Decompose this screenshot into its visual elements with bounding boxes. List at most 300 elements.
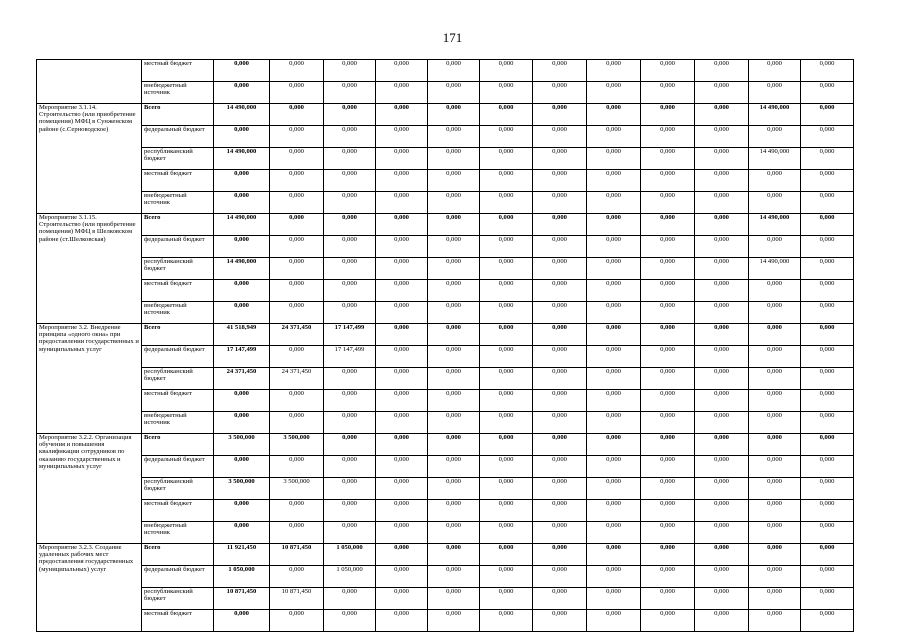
value-cell: 0,000 — [695, 610, 749, 632]
value-cell: 0,000 — [801, 214, 854, 236]
value-cell: 0,000 — [480, 170, 533, 192]
value-cell: 0,000 — [641, 170, 695, 192]
value-cell: 0,000 — [376, 126, 428, 148]
value-cell: 0,000 — [587, 588, 641, 610]
value-cell: 0,000 — [587, 478, 641, 500]
value-cell: 0,000 — [801, 544, 854, 566]
table-row — [37, 60, 854, 82]
value-cell: 0,000 — [641, 82, 695, 104]
value-cell: 0,000 — [587, 346, 641, 368]
value-cell: 0,000 — [428, 280, 480, 302]
value-cell: 0,000 — [270, 302, 324, 324]
value-cell: 14 490,000 — [214, 214, 270, 236]
value-cell: 0,000 — [376, 148, 428, 170]
value-cell: 0,000 — [749, 82, 801, 104]
value-cell: 0,000 — [801, 170, 854, 192]
value-cell: 0,000 — [480, 500, 533, 522]
value-cell: 0,000 — [480, 566, 533, 588]
value-cell: 0,000 — [533, 60, 587, 82]
value-cell: 0,000 — [533, 170, 587, 192]
value-cell: 0,000 — [428, 500, 480, 522]
value-cell: 0,000 — [801, 346, 854, 368]
value-cell: 0,000 — [270, 500, 324, 522]
value-cell: 0,000 — [695, 390, 749, 412]
table-row — [37, 478, 854, 500]
value-cell: 0,000 — [801, 192, 854, 214]
value-cell: 0,000 — [214, 236, 270, 258]
value-cell: 0,000 — [641, 302, 695, 324]
value-cell: 0,000 — [587, 60, 641, 82]
value-cell: 0,000 — [695, 324, 749, 346]
value-cell: 0,000 — [801, 148, 854, 170]
value-cell: 0,000 — [428, 456, 480, 478]
table-row — [37, 302, 854, 324]
value-cell: 0,000 — [324, 214, 376, 236]
value-cell: 0,000 — [641, 368, 695, 390]
value-cell: 0,000 — [214, 192, 270, 214]
funding-source-cell: местный бюджет — [142, 280, 214, 302]
value-cell: 0,000 — [695, 60, 749, 82]
value-cell: 0,000 — [641, 192, 695, 214]
table-row — [37, 214, 854, 236]
value-cell: 0,000 — [695, 456, 749, 478]
value-cell: 0,000 — [428, 390, 480, 412]
value-cell: 17 147,499 — [324, 346, 376, 368]
value-cell: 0,000 — [801, 434, 854, 456]
value-cell: 0,000 — [428, 82, 480, 104]
value-cell: 0,000 — [533, 258, 587, 280]
value-cell: 0,000 — [270, 60, 324, 82]
value-cell: 0,000 — [480, 324, 533, 346]
value-cell: 0,000 — [324, 126, 376, 148]
value-cell: 0,000 — [641, 346, 695, 368]
table-row — [37, 610, 854, 632]
value-cell: 0,000 — [270, 610, 324, 632]
value-cell: 0,000 — [428, 610, 480, 632]
value-cell: 0,000 — [641, 324, 695, 346]
value-cell: 0,000 — [641, 434, 695, 456]
value-cell: 0,000 — [324, 412, 376, 434]
value-cell: 0,000 — [324, 192, 376, 214]
funding-source-cell: внебюджетный источник — [142, 302, 214, 324]
value-cell: 0,000 — [641, 60, 695, 82]
table-row — [37, 192, 854, 214]
value-cell: 0,000 — [587, 390, 641, 412]
value-cell: 0,000 — [749, 588, 801, 610]
value-cell: 0,000 — [324, 500, 376, 522]
value-cell: 0,000 — [641, 280, 695, 302]
value-cell: 0,000 — [801, 126, 854, 148]
value-cell: 0,000 — [480, 258, 533, 280]
value-cell: 0,000 — [324, 456, 376, 478]
value-cell: 1 050,000 — [214, 566, 270, 588]
value-cell: 0,000 — [324, 82, 376, 104]
value-cell: 0,000 — [587, 214, 641, 236]
value-cell: 0,000 — [376, 170, 428, 192]
value-cell: 0,000 — [270, 566, 324, 588]
value-cell: 0,000 — [428, 60, 480, 82]
value-cell: 0,000 — [324, 368, 376, 390]
value-cell: 0,000 — [641, 566, 695, 588]
value-cell: 3 500,000 — [214, 434, 270, 456]
value-cell: 0,000 — [749, 456, 801, 478]
value-cell: 0,000 — [270, 390, 324, 412]
value-cell: 0,000 — [533, 148, 587, 170]
value-cell: 0,000 — [801, 302, 854, 324]
value-cell: 0,000 — [801, 104, 854, 126]
value-cell: 0,000 — [801, 522, 854, 544]
value-cell: 1 050,000 — [324, 566, 376, 588]
value-cell: 14 490,000 — [214, 258, 270, 280]
value-cell: 0,000 — [641, 610, 695, 632]
measure-cell: Мероприятие 3.1.15. Строительство (или приобретение помещения) МФЦ в Шелковском районе (ст.Шелковская) — [37, 214, 142, 324]
value-cell: 24 371,450 — [270, 324, 324, 346]
table-row — [37, 412, 854, 434]
value-cell: 0,000 — [587, 368, 641, 390]
value-cell: 10 871,450 — [214, 588, 270, 610]
value-cell: 0,000 — [533, 544, 587, 566]
value-cell: 0,000 — [533, 104, 587, 126]
value-cell: 0,000 — [641, 500, 695, 522]
value-cell: 0,000 — [428, 170, 480, 192]
value-cell: 11 921,450 — [214, 544, 270, 566]
value-cell: 0,000 — [214, 60, 270, 82]
value-cell: 0,000 — [587, 302, 641, 324]
value-cell: 10 871,450 — [270, 544, 324, 566]
value-cell: 0,000 — [214, 522, 270, 544]
measure-cell: Мероприятие 3.2.3. Создание удаленных рабочих мест предоставления государственных (муниципальных) услуг — [37, 544, 142, 632]
value-cell: 0,000 — [270, 280, 324, 302]
value-cell: 0,000 — [533, 302, 587, 324]
value-cell: 0,000 — [533, 478, 587, 500]
value-cell: 0,000 — [428, 588, 480, 610]
funding-source-cell: Всего — [142, 324, 214, 346]
value-cell: 0,000 — [480, 522, 533, 544]
value-cell: 0,000 — [428, 478, 480, 500]
value-cell: 0,000 — [587, 104, 641, 126]
value-cell: 0,000 — [480, 456, 533, 478]
value-cell: 0,000 — [587, 280, 641, 302]
funding-source-cell: республиканский бюджет — [142, 588, 214, 610]
value-cell: 0,000 — [695, 148, 749, 170]
table-row — [37, 170, 854, 192]
value-cell: 0,000 — [428, 192, 480, 214]
value-cell: 0,000 — [428, 148, 480, 170]
table-row — [37, 588, 854, 610]
value-cell: 0,000 — [587, 148, 641, 170]
value-cell: 14 490,000 — [749, 214, 801, 236]
value-cell: 0,000 — [428, 566, 480, 588]
value-cell: 0,000 — [428, 302, 480, 324]
table-row — [37, 390, 854, 412]
value-cell: 0,000 — [801, 324, 854, 346]
table-row — [37, 236, 854, 258]
value-cell: 0,000 — [587, 412, 641, 434]
table-row — [37, 500, 854, 522]
value-cell: 0,000 — [695, 412, 749, 434]
page-number: 171 — [442, 30, 463, 45]
measure-cell: Мероприятие 3.1.14. Строительство (или приобретение помещения) МФЦ в Сунженском районе (с.Серноводское) — [37, 104, 142, 214]
value-cell: 0,000 — [376, 214, 428, 236]
value-cell: 0,000 — [641, 412, 695, 434]
value-cell: 14 490,000 — [214, 104, 270, 126]
value-cell: 0,000 — [533, 368, 587, 390]
value-cell: 0,000 — [533, 324, 587, 346]
value-cell: 0,000 — [376, 82, 428, 104]
value-cell: 0,000 — [270, 346, 324, 368]
table-row — [37, 82, 854, 104]
value-cell: 0,000 — [214, 126, 270, 148]
value-cell: 0,000 — [587, 192, 641, 214]
value-cell: 0,000 — [480, 610, 533, 632]
value-cell: 0,000 — [533, 434, 587, 456]
value-cell: 0,000 — [270, 214, 324, 236]
value-cell: 0,000 — [214, 456, 270, 478]
value-cell: 0,000 — [270, 126, 324, 148]
value-cell: 0,000 — [749, 170, 801, 192]
value-cell: 0,000 — [641, 148, 695, 170]
value-cell: 0,000 — [641, 214, 695, 236]
value-cell: 0,000 — [695, 258, 749, 280]
table-row — [37, 346, 854, 368]
value-cell: 0,000 — [376, 566, 428, 588]
value-cell: 0,000 — [428, 324, 480, 346]
value-cell: 0,000 — [533, 522, 587, 544]
value-cell: 0,000 — [214, 280, 270, 302]
value-cell: 0,000 — [587, 434, 641, 456]
value-cell: 0,000 — [695, 522, 749, 544]
value-cell: 0,000 — [587, 126, 641, 148]
value-cell: 0,000 — [533, 566, 587, 588]
value-cell: 0,000 — [749, 610, 801, 632]
value-cell: 0,000 — [480, 478, 533, 500]
value-cell: 0,000 — [695, 368, 749, 390]
value-cell: 1 050,000 — [324, 544, 376, 566]
value-cell: 0,000 — [641, 456, 695, 478]
value-cell: 0,000 — [324, 170, 376, 192]
value-cell: 0,000 — [480, 544, 533, 566]
funding-source-cell: Всего — [142, 214, 214, 236]
value-cell: 0,000 — [270, 412, 324, 434]
value-cell: 0,000 — [533, 456, 587, 478]
funding-source-cell: республиканский бюджет — [142, 148, 214, 170]
value-cell: 0,000 — [376, 610, 428, 632]
funding-source-cell: местный бюджет — [142, 60, 214, 82]
value-cell: 0,000 — [695, 588, 749, 610]
value-cell: 0,000 — [480, 104, 533, 126]
value-cell: 0,000 — [533, 390, 587, 412]
value-cell: 0,000 — [324, 522, 376, 544]
value-cell: 0,000 — [214, 610, 270, 632]
value-cell: 0,000 — [270, 456, 324, 478]
value-cell: 0,000 — [376, 324, 428, 346]
funding-source-cell: Всего — [142, 544, 214, 566]
value-cell: 0,000 — [376, 412, 428, 434]
table-row — [37, 544, 854, 566]
value-cell: 14 490,000 — [749, 148, 801, 170]
funding-source-cell: Всего — [142, 104, 214, 126]
value-cell: 0,000 — [695, 236, 749, 258]
funding-source-cell: федеральный бюджет — [142, 236, 214, 258]
value-cell: 0,000 — [480, 214, 533, 236]
value-cell: 0,000 — [270, 236, 324, 258]
value-cell: 0,000 — [695, 214, 749, 236]
value-cell: 17 147,499 — [214, 346, 270, 368]
value-cell: 0,000 — [801, 368, 854, 390]
value-cell: 0,000 — [695, 82, 749, 104]
value-cell: 0,000 — [533, 588, 587, 610]
table-row — [37, 148, 854, 170]
funding-source-cell: федеральный бюджет — [142, 126, 214, 148]
value-cell: 0,000 — [214, 500, 270, 522]
value-cell: 0,000 — [749, 192, 801, 214]
funding-source-cell: внебюджетный источник — [142, 192, 214, 214]
value-cell: 0,000 — [324, 390, 376, 412]
value-cell: 0,000 — [533, 82, 587, 104]
value-cell: 0,000 — [749, 500, 801, 522]
value-cell: 0,000 — [749, 522, 801, 544]
value-cell: 0,000 — [376, 522, 428, 544]
value-cell: 0,000 — [641, 522, 695, 544]
value-cell: 0,000 — [641, 104, 695, 126]
table-row — [37, 126, 854, 148]
value-cell: 0,000 — [801, 456, 854, 478]
funding-source-cell: местный бюджет — [142, 500, 214, 522]
table-row — [37, 566, 854, 588]
value-cell: 0,000 — [324, 258, 376, 280]
value-cell: 0,000 — [214, 82, 270, 104]
value-cell: 0,000 — [376, 456, 428, 478]
value-cell: 0,000 — [214, 412, 270, 434]
value-cell: 0,000 — [695, 192, 749, 214]
value-cell: 0,000 — [749, 478, 801, 500]
value-cell: 0,000 — [587, 82, 641, 104]
value-cell: 14 490,000 — [214, 148, 270, 170]
value-cell: 0,000 — [749, 434, 801, 456]
value-cell: 0,000 — [376, 60, 428, 82]
table-body — [37, 60, 854, 632]
value-cell: 0,000 — [480, 60, 533, 82]
value-cell: 0,000 — [695, 104, 749, 126]
value-cell: 0,000 — [480, 390, 533, 412]
funding-source-cell: Всего — [142, 434, 214, 456]
table-row — [37, 258, 854, 280]
table-row — [37, 324, 854, 346]
value-cell: 41 518,949 — [214, 324, 270, 346]
table-row — [37, 434, 854, 456]
value-cell: 0,000 — [587, 236, 641, 258]
measure-cell: Мероприятие 3.2.2. Организация обучения и повышения квалификации сотрудников по оказанию государственных и муниципальных услуг — [37, 434, 142, 544]
value-cell: 0,000 — [270, 170, 324, 192]
value-cell: 0,000 — [801, 280, 854, 302]
value-cell: 0,000 — [428, 258, 480, 280]
value-cell: 0,000 — [270, 104, 324, 126]
value-cell: 0,000 — [801, 500, 854, 522]
value-cell: 0,000 — [324, 104, 376, 126]
funding-source-cell: республиканский бюджет — [142, 368, 214, 390]
value-cell: 0,000 — [533, 192, 587, 214]
value-cell: 0,000 — [270, 82, 324, 104]
value-cell: 0,000 — [695, 566, 749, 588]
value-cell: 0,000 — [587, 522, 641, 544]
value-cell: 0,000 — [587, 170, 641, 192]
value-cell: 0,000 — [695, 500, 749, 522]
value-cell: 0,000 — [376, 302, 428, 324]
value-cell: 24 371,450 — [270, 368, 324, 390]
value-cell: 0,000 — [376, 390, 428, 412]
value-cell: 0,000 — [480, 192, 533, 214]
value-cell: 0,000 — [324, 148, 376, 170]
value-cell: 0,000 — [749, 280, 801, 302]
measure-cell — [37, 60, 142, 104]
value-cell: 0,000 — [695, 170, 749, 192]
value-cell: 0,000 — [801, 236, 854, 258]
value-cell: 0,000 — [533, 412, 587, 434]
value-cell: 0,000 — [749, 302, 801, 324]
value-cell: 0,000 — [376, 104, 428, 126]
funding-source-cell: внебюджетный источник — [142, 522, 214, 544]
value-cell: 0,000 — [749, 236, 801, 258]
value-cell: 0,000 — [480, 346, 533, 368]
value-cell: 0,000 — [376, 544, 428, 566]
value-cell: 0,000 — [480, 82, 533, 104]
value-cell: 0,000 — [428, 126, 480, 148]
value-cell: 0,000 — [376, 434, 428, 456]
value-cell: 0,000 — [801, 588, 854, 610]
value-cell: 0,000 — [480, 368, 533, 390]
value-cell: 0,000 — [801, 390, 854, 412]
value-cell: 0,000 — [428, 434, 480, 456]
value-cell: 0,000 — [587, 258, 641, 280]
value-cell: 0,000 — [376, 346, 428, 368]
value-cell: 0,000 — [480, 126, 533, 148]
value-cell: 0,000 — [695, 302, 749, 324]
funding-source-cell: местный бюджет — [142, 390, 214, 412]
value-cell: 0,000 — [324, 302, 376, 324]
funding-source-cell: внебюджетный источник — [142, 412, 214, 434]
value-cell: 3 500,000 — [214, 478, 270, 500]
value-cell: 0,000 — [533, 346, 587, 368]
value-cell: 0,000 — [641, 258, 695, 280]
value-cell: 0,000 — [749, 60, 801, 82]
value-cell: 0,000 — [533, 500, 587, 522]
value-cell: 0,000 — [214, 170, 270, 192]
value-cell: 0,000 — [324, 280, 376, 302]
value-cell: 0,000 — [749, 324, 801, 346]
value-cell: 0,000 — [749, 544, 801, 566]
value-cell: 0,000 — [801, 60, 854, 82]
value-cell: 3 500,000 — [270, 434, 324, 456]
value-cell: 0,000 — [641, 390, 695, 412]
funding-source-cell: федеральный бюджет — [142, 456, 214, 478]
funding-source-cell: федеральный бюджет — [142, 566, 214, 588]
value-cell: 0,000 — [695, 280, 749, 302]
value-cell: 0,000 — [749, 566, 801, 588]
value-cell: 0,000 — [533, 126, 587, 148]
value-cell: 0,000 — [428, 544, 480, 566]
value-cell: 0,000 — [324, 236, 376, 258]
value-cell: 0,000 — [695, 346, 749, 368]
value-cell: 0,000 — [428, 236, 480, 258]
value-cell: 0,000 — [428, 346, 480, 368]
value-cell: 0,000 — [214, 390, 270, 412]
value-cell: 3 500,000 — [270, 478, 324, 500]
funding-source-cell: внебюджетный источник — [142, 82, 214, 104]
value-cell: 0,000 — [270, 522, 324, 544]
value-cell: 0,000 — [749, 412, 801, 434]
value-cell: 17 147,499 — [324, 324, 376, 346]
value-cell: 0,000 — [587, 566, 641, 588]
